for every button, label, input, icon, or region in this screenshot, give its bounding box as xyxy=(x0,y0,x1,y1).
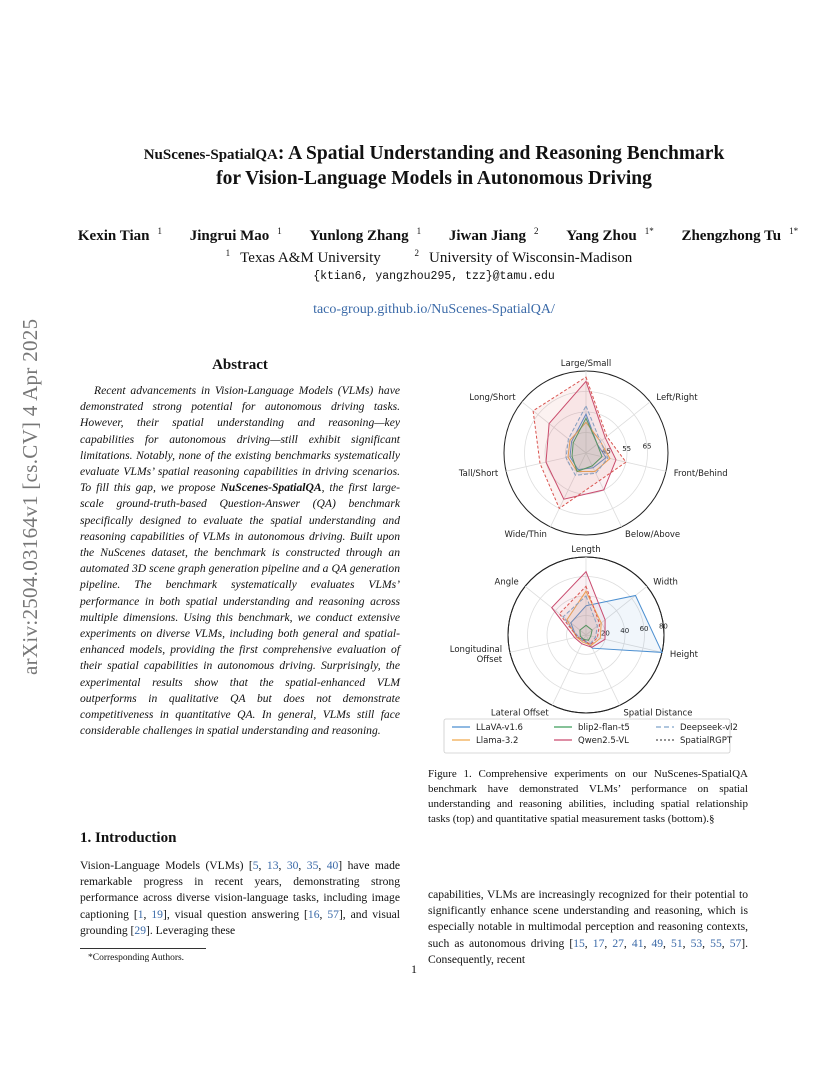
figure-caption: Figure 1. Comprehensive experiments on our NuScenes-SpatialQA benchmark have demonstrated VLMs’ performance on spatial understanding and reasoning abilities, including spatial relationship tasks (top) and quantitative spatial measurement tasks (bottom).§ xyxy=(428,768,748,825)
section-heading-introduction: 1. Introduction xyxy=(80,830,177,846)
citation-link[interactable]: 53 xyxy=(690,936,703,950)
citation-link[interactable]: 57 xyxy=(327,907,339,921)
author: Yang Zhou $^{1*}$ xyxy=(566,226,654,244)
author-emails: {ktian6, yangzhou295, tzz}@tamu.edu xyxy=(313,270,555,283)
legend-label: Deepseek-vl2 xyxy=(680,723,738,733)
axis-label: Tall/Short xyxy=(458,469,499,480)
citation-link[interactable]: 49 xyxy=(651,936,664,950)
axis-label: Length xyxy=(571,545,601,555)
footnote-rule xyxy=(80,948,206,949)
citation-link[interactable]: 35 xyxy=(306,859,319,872)
title-benchmark-name: NuScenes-SpatialQA xyxy=(143,147,278,163)
author: Kexin Tian $^1$ xyxy=(77,226,162,244)
radar-chart-spatial-measurement xyxy=(450,545,699,718)
radar-series-spatialrgpt xyxy=(533,377,626,508)
legend-label: LLaVA-v1.6 xyxy=(476,723,523,733)
arxiv-identifier: arXiv:2504.03164v1 [cs.CV] 4 Apr 2025 xyxy=(18,318,42,675)
citation-link[interactable]: 41 xyxy=(631,936,644,950)
footnote: *Corresponding Authors. xyxy=(88,953,185,963)
axis-label: Wide/Thin xyxy=(504,530,547,541)
citation-group: 15, 17, 27, 41, 49, 51, 53, 55, 57 xyxy=(573,936,742,950)
abstract-text: Recent advancements in Vision-Language Models (VLMs) have demonstrated strong potential for autonomous driving tasks. However, their spatial understanding and reasoning—key capabilities for autonomous driving—still exhibit significant limitations. Notably, none of the existing benchmarks systematically evaluate VLMs’ spatial reasoning capabilities in driving scenarios. To fill this gap, we propose NuScenes-SpatialQA, the first large-scale ground-truth-based Question-Answer (QA) benchmark specifically designed to evaluate the spatial understanding and reasoning capabilities of VLMs in autonomous driving. Built upon the NuScenes dataset, the benchmark is constructed through an automated 3D scene graph generation pipeline and a QA generation pipeline. The benchmark systematically evaluates VLMs’ performance in both spatial understanding and reasoning across multiple dimensions. Using this benchmark, we conduct extensive experiments on diverse VLMs, including both general and spatial-enhanced models, providing the first comprehensive evaluation of their spatial capabilities in autonomous driving. Surprisingly, the experimental results show that the spatial-enhanced VLM outperforms in qualitative QA but does not demonstrate competitiveness in quantitative QA. In general, VLMs still face considerable challenges in spatial understanding and reasoning. xyxy=(80,384,400,738)
legend-label: blip2-flan-t5 xyxy=(578,723,630,733)
page-number: 1 xyxy=(411,962,417,976)
citation-link[interactable]: 51 xyxy=(671,936,683,950)
project-link[interactable]: taco-group.github.io/NuScenes-SpatialQA/ xyxy=(313,302,555,317)
citation-link[interactable]: 17 xyxy=(592,936,605,950)
abstract-heading: Abstract xyxy=(212,357,268,373)
citation-link[interactable]: 1 xyxy=(137,907,144,921)
chart-legend xyxy=(444,719,738,753)
radial-tick-label: 20 xyxy=(600,629,610,638)
citation-link[interactable]: 55 xyxy=(710,936,722,950)
axis-label: Offset xyxy=(476,655,503,666)
citation-link[interactable]: 15 xyxy=(573,936,585,950)
axis-label: Lateral Offset xyxy=(490,708,549,719)
radar-spoke xyxy=(552,635,586,705)
radial-tick-label: 65 xyxy=(642,442,652,451)
citation-link[interactable]: 5 xyxy=(252,859,259,872)
radial-tick-label: 60 xyxy=(639,624,649,633)
author-list xyxy=(60,226,808,245)
citation-link[interactable]: 27 xyxy=(612,936,624,950)
axis-label: Angle xyxy=(494,577,519,588)
legend-label: Llama-3.2 xyxy=(476,736,519,746)
axis-label: Large/Small xyxy=(560,359,612,369)
author: Jingrui Mao $^1$ xyxy=(189,226,282,244)
axis-label: Height xyxy=(669,650,698,661)
title-line-1-rest: : A Spatial Understanding and Reasoning Benchmark xyxy=(277,143,725,164)
title-line-2: for Vision-Language Models in Autonomous Driving xyxy=(216,168,652,189)
introduction-text: Vision-Language Models (VLMs) [5, 13, 30, 35, 40] have made remarkable progress in recent years, demonstrating strong performance across diverse vision-language tasks, including image captioning [1, 19], visual question answering [16, 57], and visual grounding [29]. Leveraging these xyxy=(80,859,401,937)
axis-label: Longitudinal xyxy=(449,645,503,656)
axis-label: Width xyxy=(653,577,678,588)
benchmark-name: NuScenes-SpatialQA xyxy=(220,481,322,495)
right-column-text: capabilities, VLMs are increasingly recognized for their potential to significantly enhance scene understanding and reasoning, which is especially notable in multimodal perception and reasoning contexts, such as autonomous driving [15, 17, 27, 41, 49, 51, 53, 55, 57]. Consequently, recent xyxy=(428,888,749,966)
author: Jiwan Jiang $^2$ xyxy=(448,226,539,244)
legend-label: Qwen2.5-VL xyxy=(578,736,629,746)
axis-label: Front/Behind xyxy=(673,469,728,480)
citation-link[interactable]: 19 xyxy=(151,907,163,921)
paper-title xyxy=(60,142,808,191)
affiliation: $^1$ Texas A&M University xyxy=(225,248,381,266)
affiliations xyxy=(60,248,808,267)
citation-link[interactable]: 57 xyxy=(729,936,742,950)
axis-label: Spatial Distance xyxy=(623,708,693,719)
citation-link[interactable]: 13 xyxy=(266,859,279,872)
axis-label: Long/Short xyxy=(469,392,516,403)
radial-tick-label: 80 xyxy=(658,622,668,631)
author: Yunlong Zhang $^1$ xyxy=(309,226,422,244)
citation-link[interactable]: 40 xyxy=(326,859,339,872)
axis-label: Below/Above xyxy=(625,530,681,541)
citation-link[interactable]: 16 xyxy=(307,907,320,921)
affiliation: $^2$ University of Wisconsin-Madison xyxy=(414,248,633,266)
citation-link[interactable]: 29 xyxy=(134,923,147,937)
author: Zhengzhong Tu $^{1*}$ xyxy=(681,226,799,244)
citation-link[interactable]: 30 xyxy=(286,859,299,872)
radial-tick-label: 45 xyxy=(601,447,611,456)
figure-1-radar-charts xyxy=(428,350,768,755)
axis-label: Left/Right xyxy=(656,392,698,403)
radar-chart-spatial-relationship xyxy=(458,359,728,540)
legend-label: SpatialRGPT xyxy=(680,736,733,746)
radial-tick-label: 40 xyxy=(620,627,630,636)
radial-tick-label: 55 xyxy=(622,444,632,453)
